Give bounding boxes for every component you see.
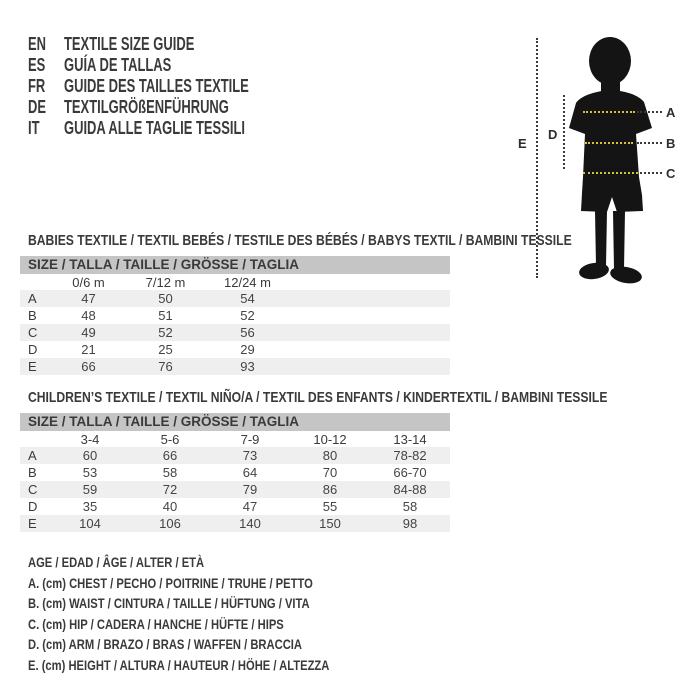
row-label: D (28, 499, 38, 514)
hip-measure-line-c-extension (640, 172, 662, 174)
table-cell: 51 (158, 308, 173, 323)
table-cell: 59 (82, 482, 98, 497)
silhouette-left-leg (595, 211, 607, 266)
table-cell: 79 (242, 482, 258, 497)
language-title: GUÍA DE TALLAS (64, 55, 172, 75)
legend-hip: C. (cm) HIP / CADERA / HANCHE / HÜFTE / HIPS (28, 615, 284, 632)
row-label: C (28, 482, 38, 497)
marker-label-b: B (666, 136, 676, 151)
legend-height: E. (cm) HEIGHT / ALTURA / HAUTEUR / HÖHE / ALTEZZA (28, 656, 330, 673)
children-table-row (20, 447, 450, 464)
waist-measure-line-b-extension (637, 142, 662, 144)
arm-measure-line-d (563, 95, 565, 169)
legend-waist: B. (cm) WAIST / CINTURA / TAILLE / HÜFTUNG / VITA (28, 595, 310, 611)
children-table-row (20, 515, 450, 532)
table-cell: 48 (81, 308, 96, 323)
babies-table-row (20, 307, 450, 324)
language-row (28, 34, 249, 55)
table-cell: 21 (81, 342, 96, 357)
babies-table-row (20, 358, 450, 375)
table-cell: 35 (82, 499, 98, 514)
table-cell: 47 (242, 499, 258, 514)
table-cell: 29 (240, 342, 255, 357)
row-label: C (28, 325, 38, 340)
row-label: B (28, 465, 37, 480)
table-cell: 66-70 (393, 465, 427, 480)
table-cell: 58 (402, 499, 418, 514)
table-cell: 58 (162, 465, 178, 480)
legend-arm: D. (cm) ARM / BRAZO / BRAS / WAFFEN / BRACCIA (28, 636, 302, 652)
language-title: TEXTILGRÖßENFÜHRUNG (64, 97, 229, 117)
language-code: ES (28, 55, 46, 75)
table-cell: 140 (239, 516, 261, 531)
language-row (28, 55, 249, 76)
children-column-header: 13-14 (393, 431, 427, 447)
marker-label-d: D (548, 127, 558, 142)
language-title: GUIDE DES TAILLES TEXTILE (64, 76, 249, 96)
children-column-header-row (20, 431, 450, 447)
table-cell: 66 (81, 359, 96, 374)
children-table-row (20, 498, 450, 515)
babies-section-heading: BABIES TEXTILE / TEXTIL BEBÉS / TESTILE DES BÉBÉS / BABYS TEXTIL / BAMBINI TESSILE (28, 232, 572, 249)
row-label: B (28, 308, 37, 323)
table-cell: 106 (159, 516, 181, 531)
babies-table-row (20, 341, 450, 358)
babies-column-header: 0/6 m (72, 274, 105, 290)
table-cell: 49 (81, 325, 96, 340)
table-cell: 54 (240, 291, 255, 306)
table-cell: 50 (158, 291, 173, 306)
waist-measure-line-b (585, 142, 633, 144)
row-label: A (28, 448, 37, 463)
children-section-heading: CHILDREN’S TEXTILE / TEXTIL NIÑO/A / TEXTIL DES ENFANTS / KINDERTEXTIL / BAMBINI TESSILE (28, 389, 608, 406)
table-cell: 80 (322, 448, 338, 463)
row-label: E (28, 359, 37, 374)
table-cell: 76 (158, 359, 173, 374)
row-label: E (28, 516, 37, 531)
table-cell: 93 (240, 359, 255, 374)
table-cell: 55 (322, 499, 338, 514)
babies-size-table (20, 256, 450, 375)
language-code: DE (28, 97, 47, 117)
chest-measure-line-a-extension (637, 111, 662, 113)
children-column-header: 3-4 (80, 431, 100, 447)
table-cell: 47 (81, 291, 96, 306)
table-cell: 86 (322, 482, 338, 497)
table-cell: 52 (158, 325, 173, 340)
table-cell: 25 (158, 342, 173, 357)
legend-chest: A. (cm) CHEST / PECHO / POITRINE / TRUHE / PETTO (28, 574, 313, 591)
table-cell: 56 (240, 325, 255, 340)
language-row (28, 97, 249, 118)
babies-table-row (20, 290, 450, 307)
table-cell: 98 (402, 516, 418, 531)
language-title-list (28, 34, 335, 139)
children-column-header: 10-12 (313, 431, 347, 447)
children-table-row (20, 464, 450, 481)
table-cell: 70 (322, 465, 338, 480)
table-cell: 78-82 (393, 448, 427, 463)
babies-size-header-bar: SIZE / TALLA / TAILLE / GRÖSSE / TAGLIA (20, 256, 450, 274)
table-cell: 40 (162, 499, 178, 514)
table-cell: 73 (242, 448, 258, 463)
children-table-row (20, 481, 450, 498)
babies-table-row (20, 324, 450, 341)
table-cell: 84-88 (393, 482, 427, 497)
table-cell: 150 (319, 516, 341, 531)
babies-column-header: 7/12 m (145, 274, 186, 290)
legend-age: AGE / EDAD / ÂGE / ALTER / ETÀ (28, 554, 205, 570)
marker-label-a: A (666, 105, 676, 120)
row-label: D (28, 342, 38, 357)
silhouette-right-leg (613, 211, 625, 269)
language-title: TEXTILE SIZE GUIDE (64, 34, 195, 54)
silhouette-shorts (581, 177, 643, 212)
table-cell: 52 (240, 308, 255, 323)
table-cell: 104 (79, 516, 101, 531)
language-code: EN (28, 34, 47, 54)
hip-measure-line-c (583, 172, 638, 174)
babies-column-header: 12/24 m (224, 274, 271, 290)
table-cell: 64 (242, 465, 258, 480)
table-cell: 66 (162, 448, 178, 463)
language-title: GUIDA ALLE TAGLIE TESSILI (64, 118, 245, 138)
language-code: FR (28, 76, 46, 96)
row-label: A (28, 291, 37, 306)
table-cell: 60 (82, 448, 98, 463)
chest-measure-line-a (583, 111, 635, 113)
table-cell: 72 (162, 482, 178, 497)
language-code: IT (28, 118, 40, 138)
language-row (28, 118, 249, 139)
language-row (28, 76, 249, 97)
marker-label-e: E (518, 136, 527, 151)
children-column-header: 5-6 (160, 431, 180, 447)
measurement-legend (28, 552, 405, 675)
children-column-header: 7-9 (240, 431, 260, 447)
babies-column-header-row (20, 274, 450, 290)
children-size-table (20, 413, 450, 532)
children-size-header-bar: SIZE / TALLA / TAILLE / GRÖSSE / TAGLIA (20, 413, 450, 431)
silhouette-shirt (569, 91, 652, 177)
table-cell: 53 (82, 465, 98, 480)
marker-label-c: C (666, 166, 676, 181)
